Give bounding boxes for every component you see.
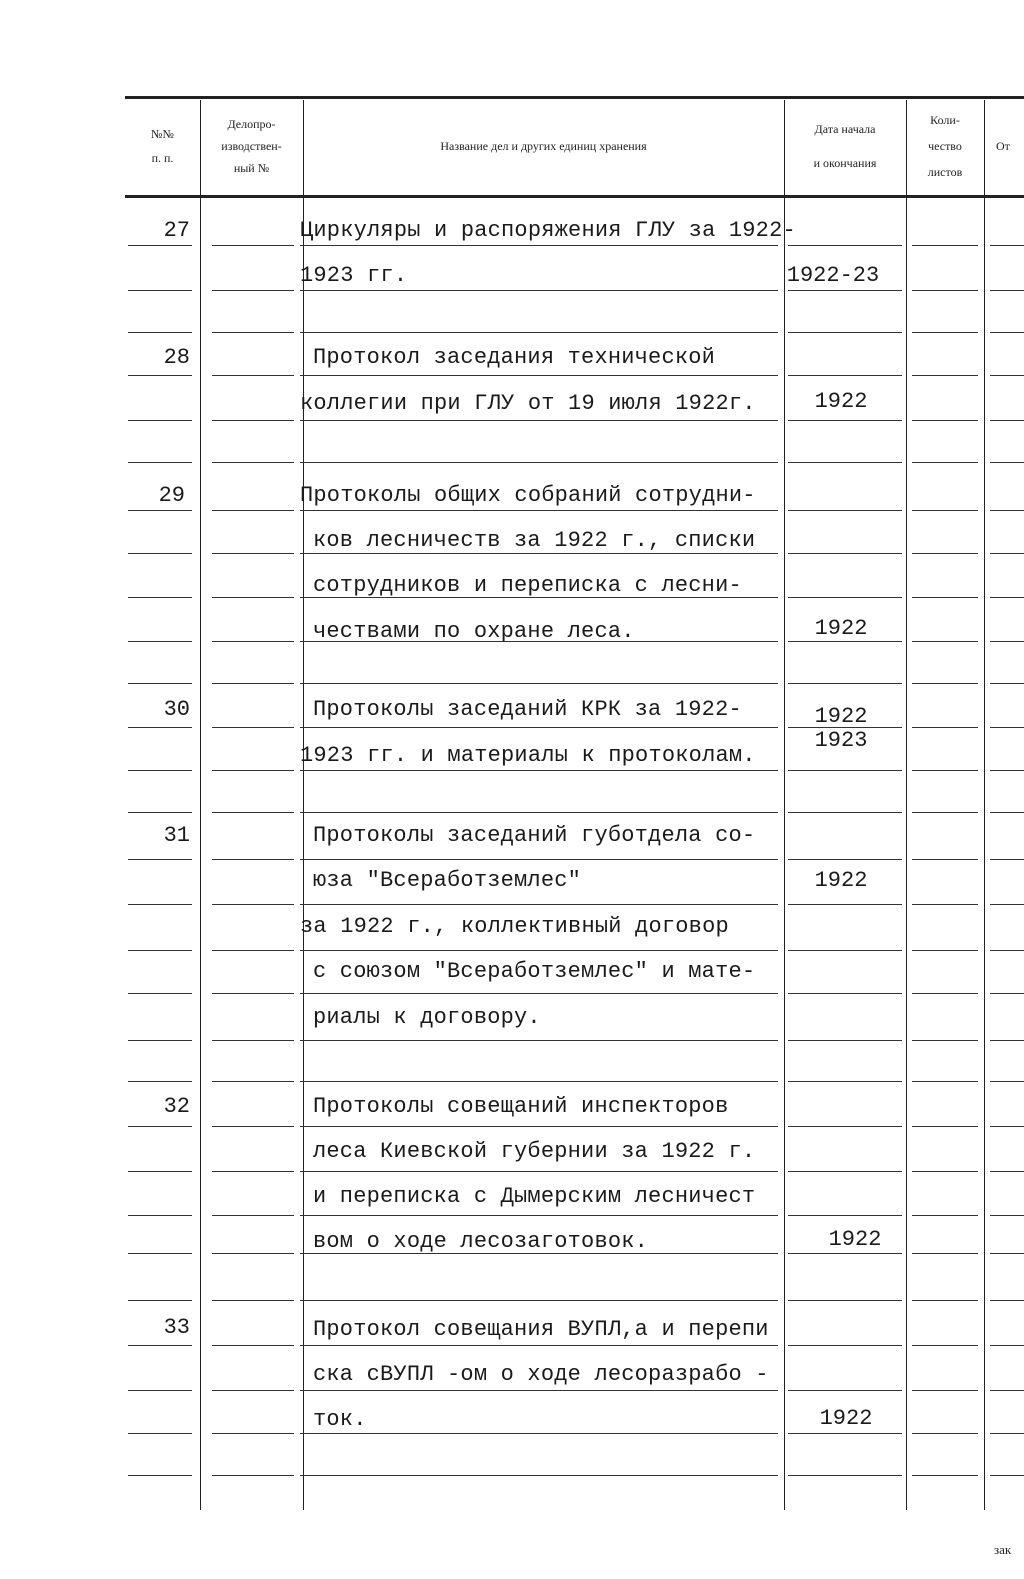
ledger-rule bbox=[212, 859, 294, 860]
ledger-rule bbox=[990, 375, 1024, 376]
ledger-rule bbox=[990, 641, 1024, 642]
ledger-rule bbox=[788, 683, 902, 684]
ledger-rule bbox=[212, 510, 294, 511]
ledger-rule bbox=[990, 1475, 1024, 1476]
ledger-rule bbox=[788, 510, 902, 511]
ledger-rule bbox=[300, 727, 778, 728]
entry-32-line-2: леса Киевской губернии за 1922 г. bbox=[313, 1139, 756, 1164]
ledger-rule bbox=[128, 375, 192, 376]
ledger-rule bbox=[788, 553, 902, 554]
entry-27-number: 27 bbox=[163, 218, 190, 243]
ledger-rule bbox=[788, 1215, 902, 1216]
entry-31-line-5: риалы к договору. bbox=[313, 1005, 541, 1030]
ledger-rule bbox=[912, 1345, 978, 1346]
ledger-rule bbox=[990, 993, 1024, 994]
ledger-rule bbox=[990, 770, 1024, 771]
ledger-rule bbox=[990, 1300, 1024, 1301]
entry-29-line-1: Протоколы общих собраний сотрудни- bbox=[300, 483, 756, 508]
ledger-rule bbox=[990, 597, 1024, 598]
ledger-rule bbox=[990, 1171, 1024, 1172]
ledger-rule bbox=[990, 859, 1024, 860]
entry-28-line-1: Протокол заседания технической bbox=[313, 345, 716, 370]
ledger-rule bbox=[128, 1433, 192, 1434]
ledger-rule bbox=[300, 812, 778, 813]
ledger-rule bbox=[990, 950, 1024, 951]
entry-30-line-1: Протоколы заседаний КРК за 1922- bbox=[313, 697, 742, 722]
ledger-rule bbox=[212, 290, 294, 291]
ledger-rule bbox=[788, 290, 902, 291]
header-dates: Дата начала и окончания bbox=[813, 122, 877, 170]
ledger-rule bbox=[128, 812, 192, 813]
entry-29-line-3: сотрудников и переписка с лесни- bbox=[313, 573, 742, 598]
entry-32-line-4: вом о ходе лесозаготовок. bbox=[313, 1229, 649, 1254]
ledger-rule bbox=[990, 1253, 1024, 1254]
ledger-rule bbox=[788, 1040, 902, 1041]
ledger-rule bbox=[212, 1040, 294, 1041]
header-number: №№ п. п. bbox=[151, 127, 174, 165]
ledger-rule bbox=[990, 1390, 1024, 1391]
entry-30-date-start: 1922 bbox=[814, 704, 868, 729]
ledger-rule bbox=[128, 332, 192, 333]
ledger-rule bbox=[912, 1475, 978, 1476]
ledger-rule bbox=[212, 1390, 294, 1391]
ledger-rule bbox=[788, 420, 902, 421]
ledger-rule bbox=[990, 1040, 1024, 1041]
ledger-rule bbox=[912, 332, 978, 333]
ledger-rule bbox=[212, 1345, 294, 1346]
col-divider-1 bbox=[200, 100, 201, 1510]
ledger-rule bbox=[300, 332, 778, 333]
ledger-rule bbox=[128, 904, 192, 905]
ledger-rule bbox=[212, 1300, 294, 1301]
entry-31-line-2: юза "Всеработземлес" bbox=[313, 868, 582, 893]
entry-32-line-3: и переписка с Дымерским лесничест bbox=[313, 1184, 756, 1209]
header-next-col: От bbox=[996, 139, 1010, 153]
ledger-rule bbox=[212, 462, 294, 463]
ledger-rule bbox=[212, 904, 294, 905]
ledger-rule bbox=[912, 727, 978, 728]
ledger-rule bbox=[212, 553, 294, 554]
entry-31-line-4: с союзом "Всеработземлес" и мате- bbox=[313, 959, 756, 984]
ledger-rule bbox=[300, 859, 778, 860]
ledger-rule bbox=[128, 1081, 192, 1082]
ledger-rule bbox=[300, 683, 778, 684]
ledger-rule bbox=[990, 904, 1024, 905]
ledger-rule bbox=[128, 683, 192, 684]
ledger-rule bbox=[300, 1215, 778, 1216]
entry-33-date: 1922 bbox=[819, 1406, 873, 1431]
ledger-rule bbox=[300, 993, 778, 994]
ledger-rule bbox=[912, 462, 978, 463]
ledger-rule bbox=[212, 1171, 294, 1172]
ledger-rule bbox=[212, 375, 294, 376]
ledger-rule bbox=[990, 332, 1024, 333]
ledger-rule bbox=[300, 1475, 778, 1476]
ledger-rule bbox=[990, 1126, 1024, 1127]
ledger-rule bbox=[212, 727, 294, 728]
ledger-rule bbox=[212, 420, 294, 421]
ledger-rule bbox=[788, 375, 902, 376]
header-sheet-count: Коли- чество листов bbox=[927, 113, 963, 179]
ledger-rule bbox=[212, 770, 294, 771]
ledger-rule bbox=[212, 245, 294, 246]
ledger-rule bbox=[788, 1475, 902, 1476]
entry-30-date-end: 1923 bbox=[814, 728, 868, 753]
ledger-rule bbox=[788, 950, 902, 951]
ledger-rule bbox=[990, 1215, 1024, 1216]
ledger-rule bbox=[912, 375, 978, 376]
ledger-rule bbox=[212, 683, 294, 684]
entry-29-line-4: чествами по охране леса. bbox=[313, 619, 635, 644]
ledger-rule bbox=[300, 1171, 778, 1172]
ledger-rule bbox=[212, 1253, 294, 1254]
entry-28-number: 28 bbox=[163, 345, 190, 370]
ledger-rule bbox=[128, 462, 192, 463]
ledger-rule bbox=[300, 904, 778, 905]
ledger-rule bbox=[300, 375, 778, 376]
ledger-rule bbox=[300, 1300, 778, 1301]
ledger-rule bbox=[990, 1081, 1024, 1082]
ledger-rule bbox=[788, 993, 902, 994]
col-divider-5 bbox=[984, 100, 985, 1510]
ledger-rule bbox=[128, 950, 192, 951]
ledger-rule bbox=[912, 1390, 978, 1391]
entry-32-line-1: Протоколы совещаний инспекторов bbox=[313, 1094, 729, 1119]
ledger-rule bbox=[212, 641, 294, 642]
ledger-rule bbox=[912, 1081, 978, 1082]
ledger-rule bbox=[128, 859, 192, 860]
ledger-rule bbox=[212, 993, 294, 994]
entry-29-date: 1922 bbox=[814, 616, 868, 641]
entry-29-line-2: ков лесничеств за 1922 г., списки bbox=[313, 528, 756, 553]
entry-33-line-2: ска сВУПЛ -ом о ходе лесоразрабо - bbox=[313, 1362, 769, 1387]
ledger-rule bbox=[990, 510, 1024, 511]
ledger-rule bbox=[912, 420, 978, 421]
ledger-rule bbox=[300, 1345, 778, 1346]
ledger-rule bbox=[912, 1433, 978, 1434]
entry-29-number: 29 bbox=[158, 483, 185, 508]
ledger-rule bbox=[128, 290, 192, 291]
ledger-rule bbox=[788, 812, 902, 813]
entry-27-date: 1922-23 bbox=[786, 263, 880, 288]
ledger-rule bbox=[912, 1171, 978, 1172]
header-title: Название дел и других единиц хранения bbox=[440, 139, 647, 153]
entry-28-line-2: коллегии при ГЛУ от 19 июля 1922г. bbox=[300, 391, 756, 416]
ledger-rule bbox=[212, 1081, 294, 1082]
ledger-rule bbox=[788, 1433, 902, 1434]
header-office-number: Делопро- изводствен- ный № bbox=[221, 117, 282, 175]
entry-31-number: 31 bbox=[163, 823, 190, 848]
ledger-rule bbox=[300, 420, 778, 421]
ledger-rule bbox=[788, 1171, 902, 1172]
ledger-rule bbox=[912, 1040, 978, 1041]
ledger-rule bbox=[990, 1345, 1024, 1346]
ledger-rule bbox=[212, 1215, 294, 1216]
ledger-rule bbox=[128, 1345, 192, 1346]
ledger-rule bbox=[128, 597, 192, 598]
entry-27-line-2: 1923 гг. bbox=[300, 263, 408, 288]
ledger-rule bbox=[300, 1040, 778, 1041]
ledger-rule bbox=[128, 641, 192, 642]
entry-32-date: 1922 bbox=[828, 1227, 882, 1252]
ledger-rule bbox=[990, 245, 1024, 246]
ledger-rule bbox=[300, 245, 778, 246]
ledger-rule bbox=[128, 993, 192, 994]
entry-28-date: 1922 bbox=[814, 389, 868, 414]
col-divider-3 bbox=[784, 100, 785, 1510]
ledger-rule bbox=[912, 812, 978, 813]
ledger-rule bbox=[128, 245, 192, 246]
ledger-rule bbox=[788, 462, 902, 463]
ledger-rule bbox=[788, 859, 902, 860]
entry-30-line-2: 1923 гг. и материалы к протоколам. bbox=[300, 743, 756, 768]
ledger-rule bbox=[912, 510, 978, 511]
ledger-rule bbox=[128, 1215, 192, 1216]
ledger-rule bbox=[128, 420, 192, 421]
ledger-rule bbox=[128, 1253, 192, 1254]
entry-32-number: 32 bbox=[163, 1094, 190, 1119]
entry-33-number: 33 bbox=[163, 1315, 190, 1340]
ledger-rule bbox=[212, 1126, 294, 1127]
entry-31-line-3: за 1922 г., коллективный договор bbox=[300, 914, 729, 939]
ledger-rule bbox=[300, 462, 778, 463]
ledger-rule bbox=[990, 1433, 1024, 1434]
col-divider-2 bbox=[303, 100, 304, 1510]
ledger-rule bbox=[912, 597, 978, 598]
entry-31-date: 1922 bbox=[814, 868, 868, 893]
ledger-rule bbox=[212, 812, 294, 813]
ledger-rule bbox=[300, 1433, 778, 1434]
ledger-rule bbox=[912, 770, 978, 771]
ledger-rule bbox=[912, 1300, 978, 1301]
ledger-rule bbox=[128, 1171, 192, 1172]
ledger-rule bbox=[990, 683, 1024, 684]
entry-27-line-1: Циркуляры и распоряжения ГЛУ за 1922- bbox=[300, 218, 796, 243]
ledger-rule bbox=[788, 597, 902, 598]
ledger-rule bbox=[912, 1126, 978, 1127]
ledger-rule bbox=[912, 1215, 978, 1216]
ledger-rule bbox=[990, 462, 1024, 463]
header-top-rule bbox=[125, 96, 1024, 99]
ledger-rule bbox=[912, 641, 978, 642]
ledger-rule bbox=[990, 420, 1024, 421]
ledger-rule bbox=[300, 770, 778, 771]
ledger-rule bbox=[788, 904, 902, 905]
ledger-rule bbox=[212, 332, 294, 333]
ledger-rule bbox=[128, 1300, 192, 1301]
ledger-rule bbox=[788, 1253, 902, 1254]
ledger-rule bbox=[912, 245, 978, 246]
ledger-rule bbox=[128, 510, 192, 511]
ledger-rule bbox=[300, 950, 778, 951]
ledger-rule bbox=[300, 1081, 778, 1082]
ledger-rule bbox=[788, 1390, 902, 1391]
ledger-rule bbox=[788, 1126, 902, 1127]
ledger-rule bbox=[912, 1253, 978, 1254]
ledger-rule bbox=[128, 770, 192, 771]
ledger-rule bbox=[788, 770, 902, 771]
ledger-rule bbox=[912, 950, 978, 951]
ledger-rule bbox=[212, 597, 294, 598]
ledger-rule bbox=[128, 1040, 192, 1041]
ledger-rule bbox=[788, 1081, 902, 1082]
ledger-rule bbox=[912, 904, 978, 905]
ledger-rule bbox=[912, 859, 978, 860]
ledger-rule bbox=[990, 727, 1024, 728]
ledger-rule bbox=[990, 290, 1024, 291]
ledger-rule bbox=[912, 553, 978, 554]
corner-fragment: зак bbox=[994, 1542, 1012, 1557]
entry-31-line-1: Протоколы заседаний губотдела со- bbox=[313, 823, 756, 848]
ledger-rule bbox=[128, 1390, 192, 1391]
ledger-rule bbox=[990, 812, 1024, 813]
entry-30-number: 30 bbox=[163, 697, 190, 722]
col-divider-4 bbox=[906, 100, 907, 1510]
entry-33-line-3: ток. bbox=[313, 1407, 367, 1432]
header-bottom-rule bbox=[125, 195, 1024, 198]
ledger-rule bbox=[128, 1475, 192, 1476]
ledger-rule bbox=[300, 290, 778, 291]
ledger-rule bbox=[788, 245, 902, 246]
ledger-rule bbox=[128, 1126, 192, 1127]
ledger-rule bbox=[300, 1390, 778, 1391]
ledger-rule bbox=[128, 553, 192, 554]
ledger-rule bbox=[912, 993, 978, 994]
ledger-rule bbox=[212, 1475, 294, 1476]
ledger-rule bbox=[990, 553, 1024, 554]
ledger-rule bbox=[788, 332, 902, 333]
ledger-rule bbox=[212, 950, 294, 951]
ledger-rule bbox=[300, 1126, 778, 1127]
ledger-rule bbox=[212, 1433, 294, 1434]
ledger-rule bbox=[788, 1300, 902, 1301]
ledger-rule bbox=[300, 510, 778, 511]
entry-33-line-1: Протокол совещания ВУПЛ,а и перепи bbox=[313, 1317, 769, 1342]
ledger-rule bbox=[788, 1345, 902, 1346]
ledger-rule bbox=[912, 683, 978, 684]
ledger-rule bbox=[128, 727, 192, 728]
ledger-rule bbox=[912, 290, 978, 291]
